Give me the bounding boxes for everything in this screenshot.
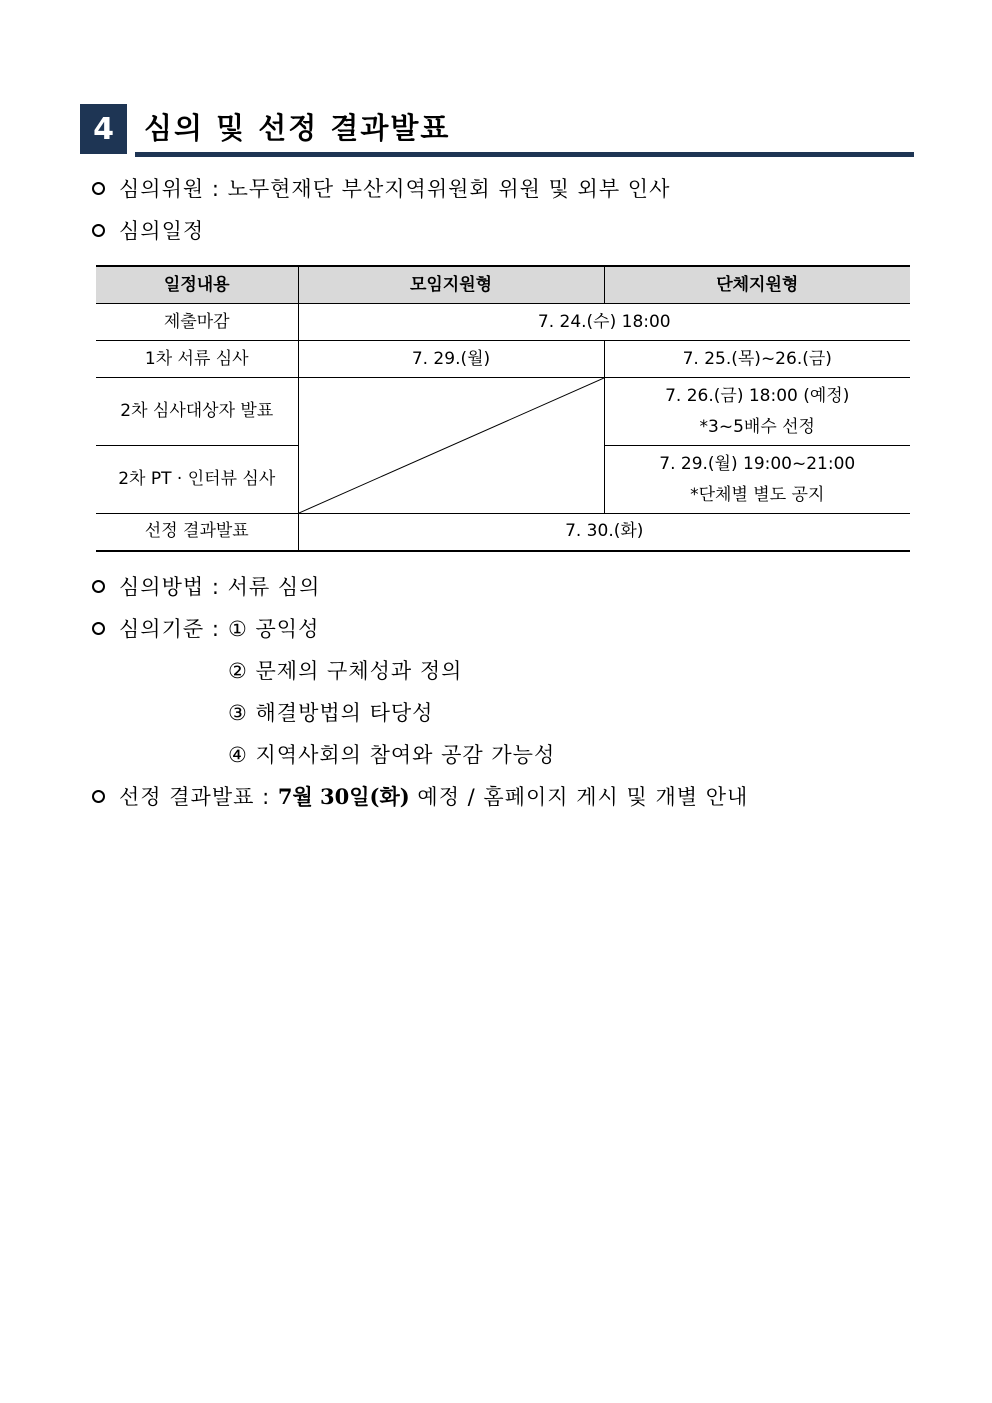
- circle-bullet-icon: [92, 182, 105, 195]
- result-suffix: 예정 / 홈페이지 게시 및 개별 안내: [417, 785, 749, 809]
- table-row: [96, 304, 910, 341]
- criteria-item: ④ 지역사회의 참여와 공감 가능성: [228, 743, 556, 767]
- bullet-criteria: [92, 614, 220, 644]
- circle-bullet-icon: [92, 580, 105, 593]
- circle-bullet-icon: [92, 622, 105, 635]
- result-value: 7. 30.(화): [298, 514, 910, 551]
- header-schedule: 일정내용: [96, 266, 298, 304]
- org-note: *단체별 별도 공지: [690, 484, 825, 505]
- bullet-schedule: [92, 216, 204, 246]
- second-interview-org: [604, 446, 910, 514]
- empty-diagonal-cell: [298, 378, 604, 514]
- header-org: 단체지원형: [604, 266, 910, 304]
- table-row: [96, 514, 910, 551]
- criteria-item: ① 공익성: [228, 617, 320, 641]
- schedule-text: 심의일정: [119, 219, 205, 243]
- section-number: 4: [80, 104, 127, 154]
- org-note: *3~5배수 선정: [699, 416, 815, 437]
- section-underline: [135, 152, 914, 157]
- result-date: 7월 30일(화): [277, 784, 410, 809]
- row-label: 2차 PT · 인터뷰 심사: [96, 446, 298, 514]
- deadline-value: 7. 24.(수) 18:00: [298, 304, 910, 341]
- bullet-result: [92, 782, 748, 812]
- row-label: 2차 심사대상자 발표: [96, 378, 298, 446]
- criteria-label: 심의기준 :: [119, 617, 220, 641]
- criteria-item: ③ 해결방법의 타당성: [228, 701, 434, 725]
- diagonal-line: [299, 378, 604, 513]
- table-row: [96, 378, 910, 446]
- committee-text: 심의위원 : 노무현재단 부산지역위원회 위원 및 외부 인사: [119, 177, 671, 201]
- circle-bullet-icon: [92, 790, 105, 803]
- schedule-table: [96, 265, 910, 552]
- row-label: 제출마감: [96, 304, 298, 341]
- bullet-committee: [92, 174, 670, 204]
- table-row: [96, 341, 910, 378]
- method-text: 심의방법 : 서류 심의: [119, 575, 321, 599]
- bullet-method: [92, 572, 320, 602]
- result-prefix: 선정 결과발표 :: [119, 785, 271, 809]
- section-title: 심의 및 선정 결과발표: [144, 111, 451, 145]
- header-group: 모임지원형: [298, 266, 604, 304]
- first-group-value: 7. 29.(월): [298, 341, 604, 378]
- org-line: 7. 29.(월) 19:00~21:00: [659, 453, 856, 474]
- criteria-item: ② 문제의 구체성과 정의: [228, 659, 463, 683]
- first-org-value: 7. 25.(목)~26.(금): [604, 341, 910, 378]
- org-line: 7. 26.(금) 18:00 (예정): [665, 385, 850, 406]
- row-label: 선정 결과발표: [96, 514, 298, 551]
- second-announce-org: [604, 378, 910, 446]
- section-header: [80, 104, 914, 158]
- circle-bullet-icon: [92, 224, 105, 237]
- row-label: 1차 서류 심사: [96, 341, 298, 378]
